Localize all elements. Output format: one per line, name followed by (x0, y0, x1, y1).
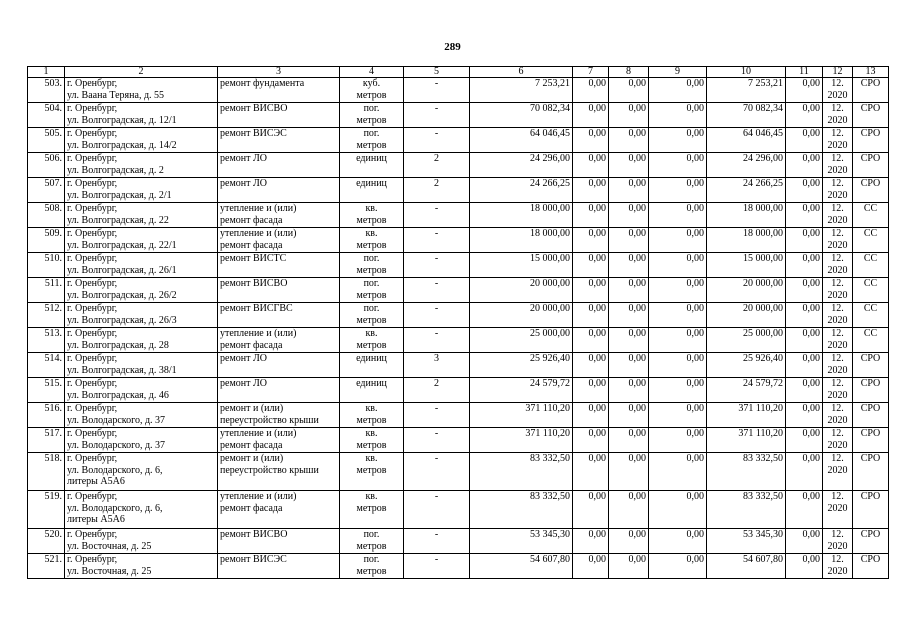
fund-local-cell: 0,00 (649, 278, 707, 303)
method-cell: СС (853, 328, 889, 353)
address-cell: г. Оренбург, ул. Волгоградская, д. 2/1 (65, 178, 218, 203)
row-number-cell: 517. (28, 428, 65, 453)
column-header: 8 (609, 67, 649, 78)
work-type-cell: ремонт фундамента (218, 78, 340, 103)
completion-date-cell: 12. 2020 (823, 153, 853, 178)
fund-regional-cell: 0,00 (609, 178, 649, 203)
fund-local-cell: 0,00 (649, 253, 707, 278)
fund-owners-cell: 18 000,00 (707, 203, 786, 228)
column-header: 11 (786, 67, 823, 78)
work-type-cell: ремонт ВИСВО (218, 278, 340, 303)
method-cell: СС (853, 228, 889, 253)
fund-regional-cell: 0,00 (609, 203, 649, 228)
table-row (28, 554, 889, 579)
unit-cell: кв. метров (340, 491, 404, 529)
fund-other-cell: 0,00 (786, 303, 823, 328)
table-row (28, 78, 889, 103)
fund-regional-cell: 0,00 (609, 153, 649, 178)
fund-regional-cell: 0,00 (609, 303, 649, 328)
method-cell: СРО (853, 128, 889, 153)
table-row (28, 278, 889, 303)
table-row (28, 153, 889, 178)
quantity-cell: - (404, 328, 470, 353)
column-header: 13 (853, 67, 889, 78)
fund-federal-cell: 0,00 (573, 303, 609, 328)
work-type-cell: ремонт ЛО (218, 353, 340, 378)
unit-cell: пог. метров (340, 554, 404, 579)
column-header: 9 (649, 67, 707, 78)
page-number: 289 (444, 41, 461, 53)
work-type-cell: ремонт ВИСЭС (218, 128, 340, 153)
address-cell: г. Оренбург, ул. Волгоградская, д. 22/1 (65, 228, 218, 253)
fund-regional-cell: 0,00 (609, 453, 649, 491)
cost-total-cell: 64 046,45 (470, 128, 573, 153)
fund-owners-cell: 25 000,00 (707, 328, 786, 353)
fund-federal-cell: 0,00 (573, 253, 609, 278)
unit-cell: кв. метров (340, 203, 404, 228)
row-number-cell: 505. (28, 128, 65, 153)
fund-regional-cell: 0,00 (609, 529, 649, 554)
table-row (28, 303, 889, 328)
fund-local-cell: 0,00 (649, 228, 707, 253)
unit-cell: кв. метров (340, 428, 404, 453)
method-cell: СС (853, 278, 889, 303)
method-cell: СРО (853, 428, 889, 453)
column-header: 4 (340, 67, 404, 78)
fund-owners-cell: 24 296,00 (707, 153, 786, 178)
fund-regional-cell: 0,00 (609, 353, 649, 378)
quantity-cell: 3 (404, 353, 470, 378)
fund-owners-cell: 70 082,34 (707, 103, 786, 128)
table-row (28, 353, 889, 378)
quantity-cell: - (404, 453, 470, 491)
quantity-cell: 2 (404, 378, 470, 403)
completion-date-cell: 12. 2020 (823, 78, 853, 103)
method-cell: СС (853, 203, 889, 228)
address-cell: г. Оренбург, ул. Володарского, д. 37 (65, 403, 218, 428)
completion-date-cell: 12. 2020 (823, 491, 853, 529)
work-type-cell: ремонт и (или) переустройство крыши (218, 453, 340, 491)
fund-local-cell: 0,00 (649, 178, 707, 203)
row-number-cell: 510. (28, 253, 65, 278)
unit-cell: кв. метров (340, 403, 404, 428)
unit-cell: единиц (340, 378, 404, 403)
table-row (28, 491, 889, 529)
cost-total-cell: 18 000,00 (470, 203, 573, 228)
address-cell: г. Оренбург, ул. Волгоградская, д. 28 (65, 328, 218, 353)
cost-total-cell: 20 000,00 (470, 278, 573, 303)
quantity-cell: - (404, 103, 470, 128)
table-row (28, 253, 889, 278)
fund-federal-cell: 0,00 (573, 453, 609, 491)
fund-local-cell: 0,00 (649, 353, 707, 378)
method-cell: СРО (853, 554, 889, 579)
method-cell: СРО (853, 153, 889, 178)
fund-regional-cell: 0,00 (609, 428, 649, 453)
address-cell: г. Оренбург, ул. Волгоградская, д. 38/1 (65, 353, 218, 378)
work-type-cell: ремонт и (или) переустройство крыши (218, 403, 340, 428)
fund-regional-cell: 0,00 (609, 403, 649, 428)
table-row (28, 228, 889, 253)
fund-local-cell: 0,00 (649, 303, 707, 328)
completion-date-cell: 12. 2020 (823, 203, 853, 228)
table-row (28, 529, 889, 554)
work-type-cell: утепление и (или) ремонт фасада (218, 491, 340, 529)
cost-total-cell: 25 926,40 (470, 353, 573, 378)
column-header: 10 (707, 67, 786, 78)
fund-federal-cell: 0,00 (573, 554, 609, 579)
unit-cell: кв. метров (340, 228, 404, 253)
fund-federal-cell: 0,00 (573, 278, 609, 303)
fund-federal-cell: 0,00 (573, 378, 609, 403)
fund-local-cell: 0,00 (649, 554, 707, 579)
completion-date-cell: 12. 2020 (823, 529, 853, 554)
row-number-cell: 512. (28, 303, 65, 328)
method-cell: СРО (853, 491, 889, 529)
work-type-cell: утепление и (или) ремонт фасада (218, 228, 340, 253)
fund-other-cell: 0,00 (786, 103, 823, 128)
method-cell: СРО (853, 78, 889, 103)
completion-date-cell: 12. 2020 (823, 453, 853, 491)
table-row (28, 403, 889, 428)
quantity-cell: - (404, 529, 470, 554)
row-number-cell: 520. (28, 529, 65, 554)
fund-regional-cell: 0,00 (609, 278, 649, 303)
fund-federal-cell: 0,00 (573, 529, 609, 554)
unit-cell: пог. метров (340, 253, 404, 278)
completion-date-cell: 12. 2020 (823, 403, 853, 428)
cost-total-cell: 20 000,00 (470, 303, 573, 328)
fund-other-cell: 0,00 (786, 278, 823, 303)
completion-date-cell: 12. 2020 (823, 278, 853, 303)
fund-other-cell: 0,00 (786, 153, 823, 178)
unit-cell: единиц (340, 353, 404, 378)
fund-other-cell: 0,00 (786, 78, 823, 103)
fund-local-cell: 0,00 (649, 453, 707, 491)
row-number-cell: 508. (28, 203, 65, 228)
unit-cell: кв. метров (340, 328, 404, 353)
fund-regional-cell: 0,00 (609, 554, 649, 579)
work-type-cell: утепление и (или) ремонт фасада (218, 428, 340, 453)
fund-local-cell: 0,00 (649, 128, 707, 153)
fund-federal-cell: 0,00 (573, 103, 609, 128)
method-cell: СС (853, 253, 889, 278)
fund-local-cell: 0,00 (649, 378, 707, 403)
work-type-cell: ремонт ЛО (218, 378, 340, 403)
completion-date-cell: 12. 2020 (823, 128, 853, 153)
address-cell: г. Оренбург, ул. Волгоградская, д. 26/2 (65, 278, 218, 303)
fund-other-cell: 0,00 (786, 128, 823, 153)
fund-owners-cell: 20 000,00 (707, 278, 786, 303)
table-row (28, 453, 889, 491)
address-cell: г. Оренбург, ул. Володарского, д. 6, литеры А5А6 (65, 491, 218, 529)
fund-other-cell: 0,00 (786, 203, 823, 228)
fund-other-cell: 0,00 (786, 428, 823, 453)
quantity-cell: - (404, 228, 470, 253)
column-header: 3 (218, 67, 340, 78)
fund-regional-cell: 0,00 (609, 378, 649, 403)
fund-owners-cell: 7 253,21 (707, 78, 786, 103)
quantity-cell: - (404, 128, 470, 153)
method-cell: СРО (853, 103, 889, 128)
fund-local-cell: 0,00 (649, 153, 707, 178)
completion-date-cell: 12. 2020 (823, 103, 853, 128)
fund-other-cell: 0,00 (786, 453, 823, 491)
cost-total-cell: 371 110,20 (470, 403, 573, 428)
address-cell: г. Оренбург, ул. Волгоградская, д. 14/2 (65, 128, 218, 153)
quantity-cell: - (404, 303, 470, 328)
table-row (28, 328, 889, 353)
fund-owners-cell: 83 332,50 (707, 453, 786, 491)
fund-other-cell: 0,00 (786, 554, 823, 579)
column-header: 12 (823, 67, 853, 78)
completion-date-cell: 12. 2020 (823, 228, 853, 253)
unit-cell: кв. метров (340, 453, 404, 491)
table-row (28, 128, 889, 153)
address-cell: г. Оренбург, ул. Волгоградская, д. 26/1 (65, 253, 218, 278)
row-number-cell: 513. (28, 328, 65, 353)
column-header: 1 (28, 67, 65, 78)
fund-other-cell: 0,00 (786, 228, 823, 253)
quantity-cell: - (404, 491, 470, 529)
completion-date-cell: 12. 2020 (823, 378, 853, 403)
work-type-cell: ремонт ВИСГВС (218, 303, 340, 328)
cost-total-cell: 15 000,00 (470, 253, 573, 278)
work-type-cell: ремонт ВИСВО (218, 103, 340, 128)
row-number-cell: 503. (28, 78, 65, 103)
fund-local-cell: 0,00 (649, 78, 707, 103)
unit-cell: пог. метров (340, 103, 404, 128)
row-number-cell: 514. (28, 353, 65, 378)
repair-program-table (27, 66, 889, 579)
fund-owners-cell: 54 607,80 (707, 554, 786, 579)
address-cell: г. Оренбург, ул. Володарского, д. 37 (65, 428, 218, 453)
cost-total-cell: 54 607,80 (470, 554, 573, 579)
method-cell: СРО (853, 353, 889, 378)
completion-date-cell: 12. 2020 (823, 303, 853, 328)
fund-federal-cell: 0,00 (573, 491, 609, 529)
address-cell: г. Оренбург, ул. Волгоградская, д. 46 (65, 378, 218, 403)
unit-cell: единиц (340, 153, 404, 178)
fund-regional-cell: 0,00 (609, 491, 649, 529)
quantity-cell: - (404, 203, 470, 228)
method-cell: СРО (853, 529, 889, 554)
fund-local-cell: 0,00 (649, 428, 707, 453)
fund-owners-cell: 18 000,00 (707, 228, 786, 253)
column-header: 7 (573, 67, 609, 78)
quantity-cell: - (404, 428, 470, 453)
work-type-cell: ремонт ЛО (218, 178, 340, 203)
work-type-cell: ремонт ЛО (218, 153, 340, 178)
fund-local-cell: 0,00 (649, 403, 707, 428)
fund-owners-cell: 53 345,30 (707, 529, 786, 554)
fund-owners-cell: 20 000,00 (707, 303, 786, 328)
quantity-cell: - (404, 78, 470, 103)
quantity-cell: 2 (404, 153, 470, 178)
address-cell: г. Оренбург, ул. Восточная, д. 25 (65, 554, 218, 579)
work-type-cell: утепление и (или) ремонт фасада (218, 328, 340, 353)
fund-regional-cell: 0,00 (609, 128, 649, 153)
column-number-row (28, 67, 889, 78)
row-number-cell: 511. (28, 278, 65, 303)
method-cell: СРО (853, 403, 889, 428)
address-cell: г. Оренбург, ул. Ваана Теряна, д. 55 (65, 78, 218, 103)
fund-other-cell: 0,00 (786, 529, 823, 554)
work-type-cell: ремонт ВИСТС (218, 253, 340, 278)
work-type-cell: ремонт ВИСЭС (218, 554, 340, 579)
fund-regional-cell: 0,00 (609, 103, 649, 128)
row-number-cell: 509. (28, 228, 65, 253)
cost-total-cell: 70 082,34 (470, 103, 573, 128)
fund-local-cell: 0,00 (649, 328, 707, 353)
quantity-cell: - (404, 253, 470, 278)
method-cell: СРО (853, 178, 889, 203)
unit-cell: единиц (340, 178, 404, 203)
row-number-cell: 518. (28, 453, 65, 491)
fund-other-cell: 0,00 (786, 378, 823, 403)
cost-total-cell: 25 000,00 (470, 328, 573, 353)
table-row (28, 103, 889, 128)
completion-date-cell: 12. 2020 (823, 328, 853, 353)
unit-cell: пог. метров (340, 278, 404, 303)
table-row (28, 378, 889, 403)
row-number-cell: 504. (28, 103, 65, 128)
fund-other-cell: 0,00 (786, 353, 823, 378)
fund-owners-cell: 64 046,45 (707, 128, 786, 153)
completion-date-cell: 12. 2020 (823, 178, 853, 203)
fund-federal-cell: 0,00 (573, 178, 609, 203)
fund-owners-cell: 25 926,40 (707, 353, 786, 378)
address-cell: г. Оренбург, ул. Волгоградская, д. 12/1 (65, 103, 218, 128)
fund-owners-cell: 24 266,25 (707, 178, 786, 203)
fund-local-cell: 0,00 (649, 491, 707, 529)
cost-total-cell: 7 253,21 (470, 78, 573, 103)
work-type-cell: ремонт ВИСВО (218, 529, 340, 554)
cost-total-cell: 83 332,50 (470, 453, 573, 491)
method-cell: СРО (853, 378, 889, 403)
fund-federal-cell: 0,00 (573, 153, 609, 178)
fund-owners-cell: 371 110,20 (707, 403, 786, 428)
fund-local-cell: 0,00 (649, 529, 707, 554)
column-header: 6 (470, 67, 573, 78)
cost-total-cell: 24 296,00 (470, 153, 573, 178)
fund-regional-cell: 0,00 (609, 78, 649, 103)
fund-federal-cell: 0,00 (573, 328, 609, 353)
completion-date-cell: 12. 2020 (823, 253, 853, 278)
address-cell: г. Оренбург, ул. Волгоградская, д. 2 (65, 153, 218, 178)
address-cell: г. Оренбург, ул. Волгоградская, д. 26/3 (65, 303, 218, 328)
method-cell: СС (853, 303, 889, 328)
quantity-cell: - (404, 278, 470, 303)
fund-other-cell: 0,00 (786, 403, 823, 428)
cost-total-cell: 24 579,72 (470, 378, 573, 403)
fund-federal-cell: 0,00 (573, 228, 609, 253)
completion-date-cell: 12. 2020 (823, 428, 853, 453)
fund-owners-cell: 83 332,50 (707, 491, 786, 529)
fund-regional-cell: 0,00 (609, 253, 649, 278)
row-number-cell: 516. (28, 403, 65, 428)
method-cell: СРО (853, 453, 889, 491)
quantity-cell: - (404, 554, 470, 579)
unit-cell: куб. метров (340, 78, 404, 103)
fund-owners-cell: 15 000,00 (707, 253, 786, 278)
row-number-cell: 506. (28, 153, 65, 178)
fund-other-cell: 0,00 (786, 178, 823, 203)
fund-owners-cell: 371 110,20 (707, 428, 786, 453)
fund-regional-cell: 0,00 (609, 328, 649, 353)
row-number-cell: 521. (28, 554, 65, 579)
quantity-cell: - (404, 403, 470, 428)
completion-date-cell: 12. 2020 (823, 353, 853, 378)
fund-local-cell: 0,00 (649, 103, 707, 128)
fund-owners-cell: 24 579,72 (707, 378, 786, 403)
cost-total-cell: 24 266,25 (470, 178, 573, 203)
address-cell: г. Оренбург, ул. Володарского, д. 6, литеры А5А6 (65, 453, 218, 491)
fund-federal-cell: 0,00 (573, 353, 609, 378)
table-row (28, 178, 889, 203)
column-header: 2 (65, 67, 218, 78)
row-number-cell: 507. (28, 178, 65, 203)
cost-total-cell: 371 110,20 (470, 428, 573, 453)
table-row (28, 428, 889, 453)
fund-federal-cell: 0,00 (573, 203, 609, 228)
row-number-cell: 519. (28, 491, 65, 529)
unit-cell: пог. метров (340, 303, 404, 328)
fund-other-cell: 0,00 (786, 253, 823, 278)
address-cell: г. Оренбург, ул. Восточная, д. 25 (65, 529, 218, 554)
table-body (28, 67, 889, 579)
fund-other-cell: 0,00 (786, 491, 823, 529)
fund-other-cell: 0,00 (786, 328, 823, 353)
fund-local-cell: 0,00 (649, 203, 707, 228)
cost-total-cell: 18 000,00 (470, 228, 573, 253)
work-type-cell: утепление и (или) ремонт фасада (218, 203, 340, 228)
unit-cell: пог. метров (340, 529, 404, 554)
fund-federal-cell: 0,00 (573, 78, 609, 103)
cost-total-cell: 83 332,50 (470, 491, 573, 529)
address-cell: г. Оренбург, ул. Волгоградская, д. 22 (65, 203, 218, 228)
unit-cell: пог. метров (340, 128, 404, 153)
fund-federal-cell: 0,00 (573, 128, 609, 153)
fund-federal-cell: 0,00 (573, 403, 609, 428)
column-header: 5 (404, 67, 470, 78)
quantity-cell: 2 (404, 178, 470, 203)
completion-date-cell: 12. 2020 (823, 554, 853, 579)
table-row (28, 203, 889, 228)
fund-regional-cell: 0,00 (609, 228, 649, 253)
fund-federal-cell: 0,00 (573, 428, 609, 453)
cost-total-cell: 53 345,30 (470, 529, 573, 554)
row-number-cell: 515. (28, 378, 65, 403)
